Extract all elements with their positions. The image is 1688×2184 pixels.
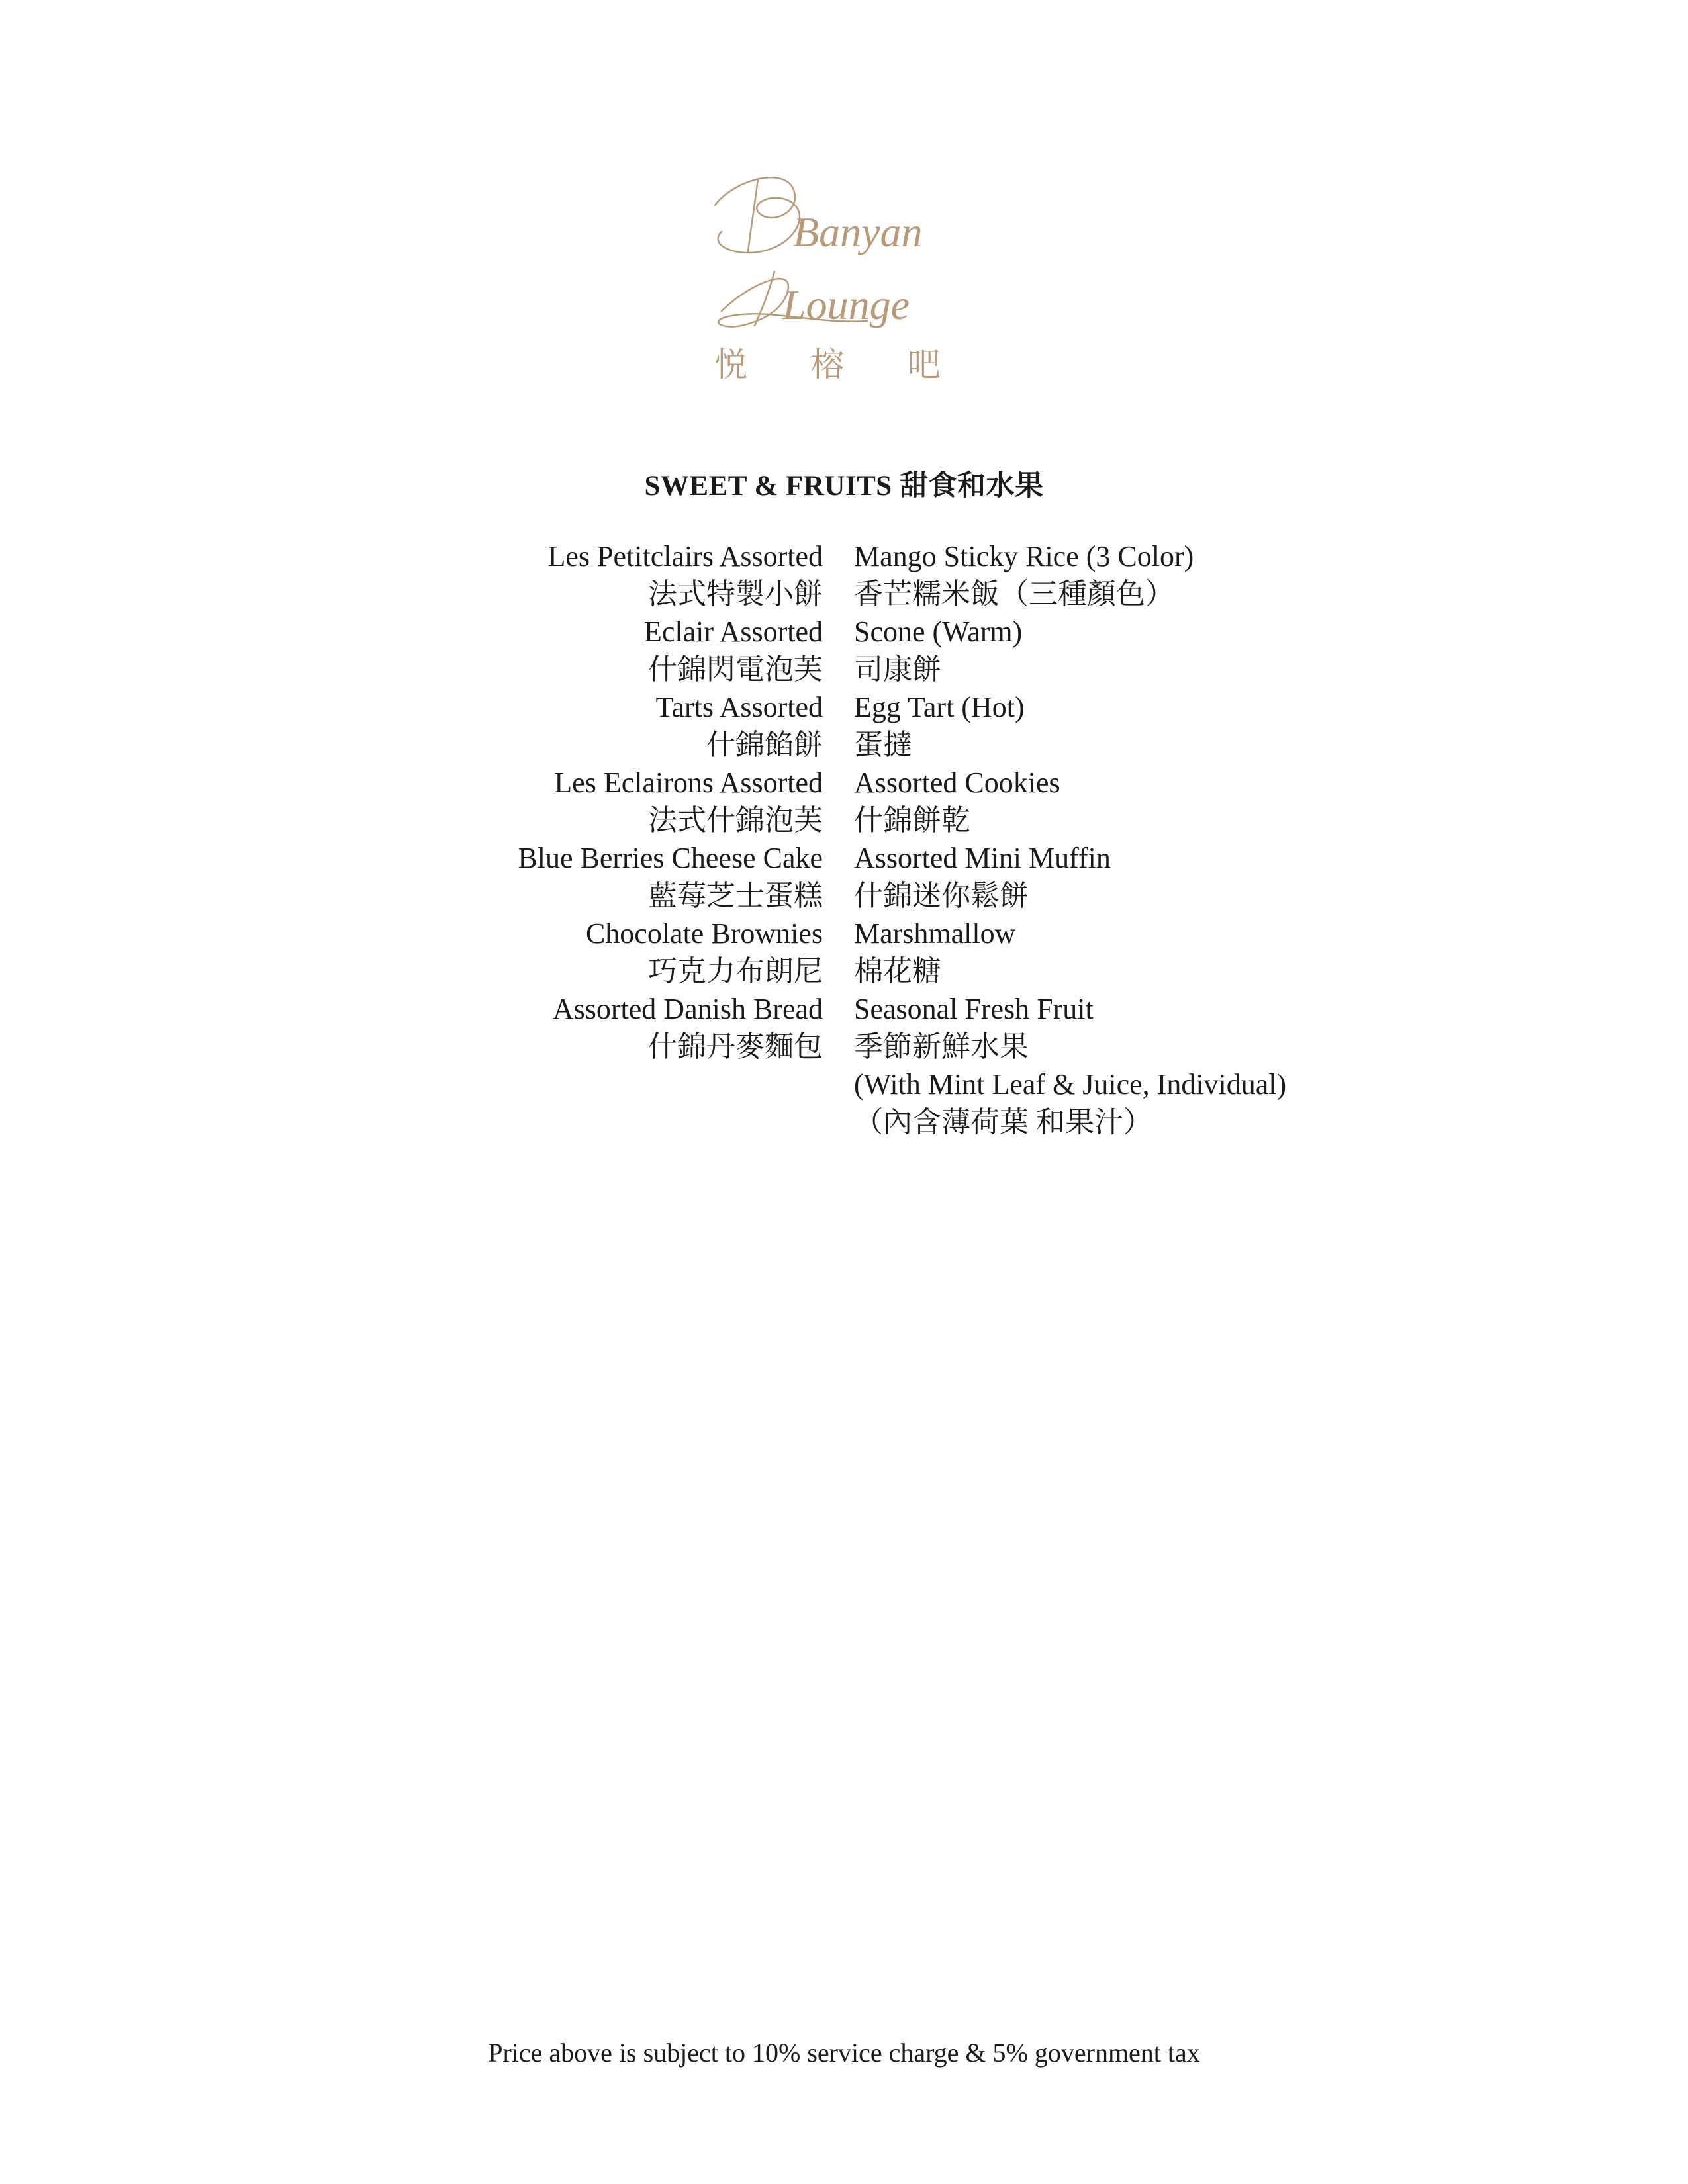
menu-item-zh: 司康餅	[854, 653, 941, 686]
menu-item-note-en: (With Mint Leaf & Juice, Individual)	[854, 1068, 1287, 1101]
section-title: SWEET & FRUITS 甜食和水果	[644, 471, 1044, 502]
menu-item-zh: 棉花糖	[854, 955, 941, 987]
menu-item-zh: 什錦閃電泡芙	[648, 653, 823, 686]
menu-item-zh: 什錦餡餅	[706, 729, 823, 761]
menu-item-zh: 法式什錦泡芙	[648, 804, 823, 837]
menu-column-right	[854, 537, 1286, 1141]
menu-item-zh: 季節新鮮水果	[854, 1030, 1029, 1063]
menu-item-en: Assorted Danish Bread	[552, 993, 823, 1025]
menu-item-en: Eclair Assorted	[643, 615, 823, 648]
menu-item-en: Blue Berries Cheese Cake	[518, 842, 823, 874]
menu-item-en: Seasonal Fresh Fruit	[854, 993, 1094, 1025]
banyan-lounge-logo	[695, 152, 986, 390]
menu-item-zh: 藍莓芝士蛋糕	[648, 880, 823, 912]
logo-chinese-name: 悦 榕 吧	[714, 345, 967, 384]
menu-item-en: Mango Sticky Rice (3 Color)	[854, 540, 1194, 572]
menu-item-zh: 什錦迷你鬆餅	[854, 880, 1029, 912]
menu-item-note-zh: （內含薄荷葉 和果汁）	[854, 1106, 1152, 1138]
logo-word-banyan: Banyan	[793, 208, 923, 255]
menu-item-en: Assorted Mini Muffin	[854, 842, 1111, 874]
menu-item-en: Assorted Cookies	[854, 766, 1060, 799]
menu-column-left	[518, 537, 823, 1066]
logo-word-lounge: Lounge	[782, 281, 910, 328]
menu-item-zh: 法式特製小餅	[648, 578, 823, 610]
menu-item-zh: 蛋撻	[854, 729, 912, 761]
menu-item-en: Tarts Assorted	[655, 691, 823, 723]
menu-item-zh: 什錦餅乾	[854, 804, 970, 837]
menu-item-en: Egg Tart (Hot)	[854, 691, 1025, 723]
menu-item-zh: 什錦丹麥麵包	[648, 1030, 823, 1063]
menu-item-en: Les Eclairons Assorted	[554, 766, 823, 799]
menu-item-zh: 香芒糯米飯（三種顏色）	[854, 578, 1174, 610]
menu-item-en: Chocolate Brownies	[585, 917, 823, 950]
menu-item-en: Scone (Warm)	[854, 615, 1023, 648]
footer-note: Price above is subject to 10% service charge & 5% government tax	[488, 2038, 1200, 2068]
menu-item-en: Les Petitclairs Assorted	[547, 540, 823, 572]
menu-item-zh: 巧克力布朗尼	[648, 955, 823, 987]
menu-item-en: Marshmallow	[854, 917, 1016, 950]
